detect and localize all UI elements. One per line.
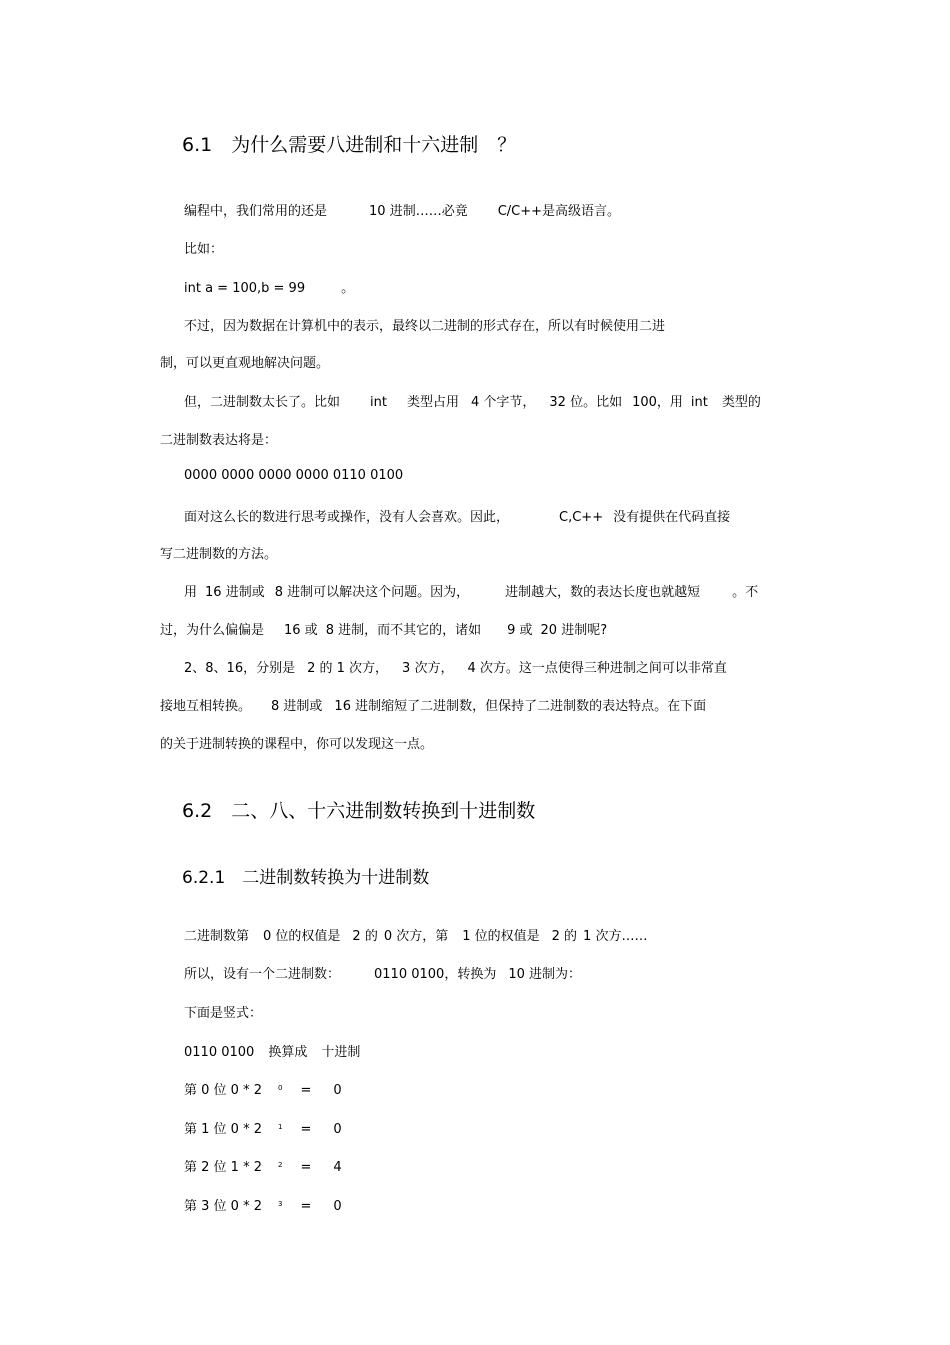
- paragraph-powers-line3: 的关于进制转换的课程中，你可以发现这一点。: [160, 737, 434, 752]
- text-segment: 32 位。比如: [549, 395, 623, 410]
- paragraph-no-binary-literal-line2: 写二进制数的方法。: [160, 547, 278, 562]
- text-segment: 。不: [732, 585, 759, 600]
- text-segment: 0 位的权值是: [263, 929, 341, 944]
- row-result: 0: [333, 1199, 342, 1214]
- text-segment: 16 进制缩短了二进制数，但保持了二进制数的表达特点。在下面: [334, 699, 707, 714]
- text-segment: 100，用: [632, 395, 683, 410]
- section-6-1-heading: 6.1 为什么需要八进制和十六进制 ？: [182, 134, 517, 156]
- exponent: 3: [277, 1200, 283, 1208]
- text-segment: 0 次方，第: [383, 929, 449, 944]
- text-segment: 3 次方，: [402, 661, 454, 676]
- text-segment: 8 进制，而不其它的，诸如: [325, 623, 482, 638]
- paragraph-binary-long-line1: [184, 391, 761, 410]
- paragraph-binary-intro-line2: 制，可以更直观地解决问题。: [160, 356, 330, 371]
- text-segment: 10 进制为：: [508, 967, 582, 982]
- text-segment: 2 的 1 次方，: [307, 661, 389, 676]
- row-result: 0: [333, 1122, 342, 1137]
- text-segment: 10 进制……必竟: [369, 204, 468, 219]
- text-segment: 0110 0100: [184, 1045, 255, 1060]
- row-label: 第 1 位 0 * 2: [184, 1122, 262, 1137]
- paragraph-no-binary-literal-line1: [184, 506, 730, 525]
- section-6-2-1-heading: 6.2.1 二进制数转换为十进制数: [182, 868, 430, 888]
- text-segment: 1 次方……: [583, 929, 648, 944]
- row-label: 第 0 位 0 * 2: [184, 1083, 262, 1098]
- binary-representation-100: 0000 0000 0000 0000 0110 0100: [184, 468, 404, 483]
- row-label: 第 3 位 0 * 2: [184, 1199, 262, 1214]
- exponent: 2: [277, 1161, 283, 1169]
- text-segment: int: [370, 395, 387, 410]
- text-segment: 类型的: [721, 395, 761, 410]
- text-segment: 所以，设有一个二进制数：: [184, 967, 341, 982]
- row-label: 第 2 位 1 * 2: [184, 1160, 262, 1175]
- text-segment: 进制越大，数的表达长度也就越短: [505, 585, 701, 600]
- paragraph-bit-weights: [184, 925, 647, 944]
- code-line-int-declaration: [184, 277, 354, 296]
- text-segment: int: [690, 395, 708, 410]
- text-segment: 没有提供在代码直接: [613, 510, 731, 525]
- paragraph-for-example: 比如：: [184, 242, 224, 257]
- text-segment: 编程中，我们常用的还是: [184, 204, 328, 219]
- paragraph-hex-octal-line1: [184, 581, 758, 600]
- text-segment: 8 进制可以解决这个问题。因为，: [274, 585, 470, 600]
- text-segment: 4 次方。这一点使得三种进制之间可以非常直: [467, 661, 727, 676]
- paragraph-binary-intro-line1: 不过，因为数据在计算机中的表示，最终以二进制的形式存在，所以有时候使用二进: [184, 319, 666, 334]
- conversion-table-header: [184, 1041, 360, 1060]
- text-segment: 16 或: [284, 623, 318, 638]
- row-result: 0: [333, 1083, 342, 1098]
- exponent: 0: [277, 1084, 283, 1092]
- text-segment: 9 或: [507, 623, 533, 638]
- conversion-row: [184, 1156, 342, 1175]
- paragraph-conversion-intro: [184, 963, 581, 982]
- conversion-row: [184, 1118, 342, 1137]
- equals-sign: =: [300, 1122, 312, 1137]
- equals-sign: =: [300, 1199, 312, 1214]
- text-segment: 接地互相转换。: [160, 699, 252, 714]
- conversion-row: [184, 1195, 342, 1214]
- text-segment: 十进制: [321, 1045, 361, 1060]
- equals-sign: =: [300, 1160, 312, 1175]
- text-segment: 二进制数第: [184, 929, 250, 944]
- text-segment: 用: [184, 585, 198, 600]
- paragraph-binary-long-line2: 二进制数表达将是：: [160, 433, 278, 448]
- text-segment: 2 的: [551, 929, 578, 944]
- equals-sign: =: [300, 1083, 312, 1098]
- paragraph-hex-octal-line2: [160, 619, 607, 638]
- code-text: int a = 100,b = 99: [184, 281, 306, 296]
- paragraph-vertical-form: 下面是竖式：: [184, 1006, 263, 1021]
- exponent: 1: [277, 1123, 283, 1131]
- text-segment: 2 的: [352, 929, 378, 944]
- conversion-row: [184, 1079, 342, 1098]
- text-segment: 。: [341, 281, 355, 296]
- paragraph-powers-line1: [184, 657, 727, 676]
- row-result: 4: [333, 1160, 342, 1175]
- text-segment: 换算成: [268, 1045, 308, 1060]
- text-segment: 类型占用: [406, 395, 459, 410]
- section-6-2-heading: 6.2 二、八、十六进制数转换到十进制数: [182, 800, 536, 822]
- text-segment: 16 进制或: [205, 585, 265, 600]
- text-segment: C/C++是高级语言。: [497, 204, 621, 219]
- text-segment: 1 位的权值是: [462, 929, 540, 944]
- text-segment: 0110 0100，转换为: [374, 967, 497, 982]
- text-segment: 面对这么长的数进行思考或操作，没有人会喜欢。因此，: [184, 510, 510, 525]
- text-segment: 8 进制或: [271, 699, 323, 714]
- paragraph-powers-line2: [160, 695, 706, 714]
- text-segment: 2、8、16，分别是: [184, 661, 296, 676]
- text-segment: C,C++: [559, 510, 604, 525]
- text-segment: 20 进制呢?: [540, 623, 608, 638]
- text-segment: 但，二进制数太长了。比如: [184, 395, 341, 410]
- paragraph-decimal-usage: [184, 200, 620, 219]
- text-segment: 4 个字节，: [470, 395, 536, 410]
- text-segment: 过，为什么偏偏是: [160, 623, 265, 638]
